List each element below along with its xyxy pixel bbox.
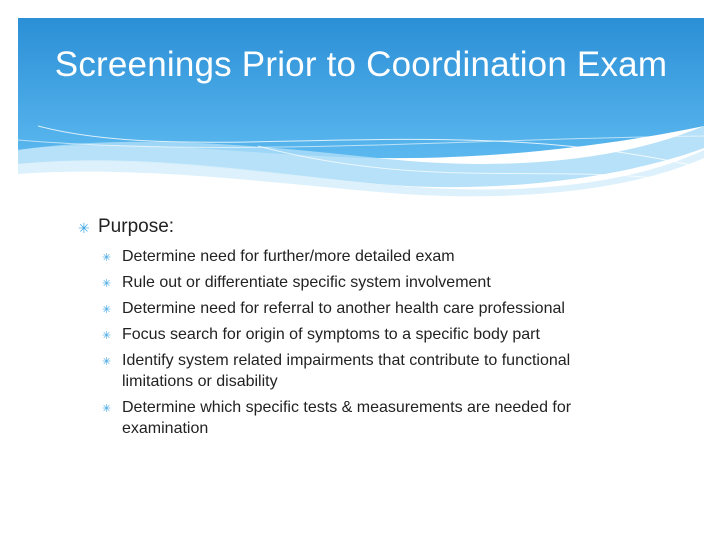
list-item-text: Rule out or differentiate specific system involvement (122, 274, 491, 291)
list-item (102, 324, 678, 345)
purpose-heading: Purpose: (98, 216, 175, 237)
slide-content (78, 214, 678, 444)
purpose-list (102, 246, 678, 439)
asterisk-bullet-icon: ✳ (102, 303, 112, 316)
asterisk-bullet-icon: ✳ (102, 277, 112, 290)
asterisk-bullet-icon: ✳ (102, 251, 112, 264)
asterisk-bullet-icon: ✳ (102, 329, 112, 342)
list-item-text: Focus search for origin of symptoms to a specific body part (122, 326, 540, 343)
list-item-text: Identify system related impairments that contribute to functional limitations or disability (122, 352, 571, 390)
title-banner (18, 18, 704, 198)
list-item-text: Determine need for further/more detailed exam (122, 248, 455, 265)
list-item (102, 246, 678, 267)
list-item (102, 350, 678, 392)
list-item-text: Determine which specific tests & measurements are needed for examination (122, 399, 572, 437)
purpose-bullet (78, 214, 678, 240)
list-item (102, 397, 678, 439)
asterisk-bullet-icon: ✳ (102, 402, 112, 415)
list-item (102, 272, 678, 293)
asterisk-bullet-icon: ✳ (78, 221, 90, 237)
slide-title: Screenings Prior to Coordination Exam (54, 45, 668, 84)
asterisk-bullet-icon: ✳ (102, 355, 112, 368)
list-item (102, 298, 678, 319)
list-item-text: Determine need for referral to another health care professional (122, 300, 565, 317)
